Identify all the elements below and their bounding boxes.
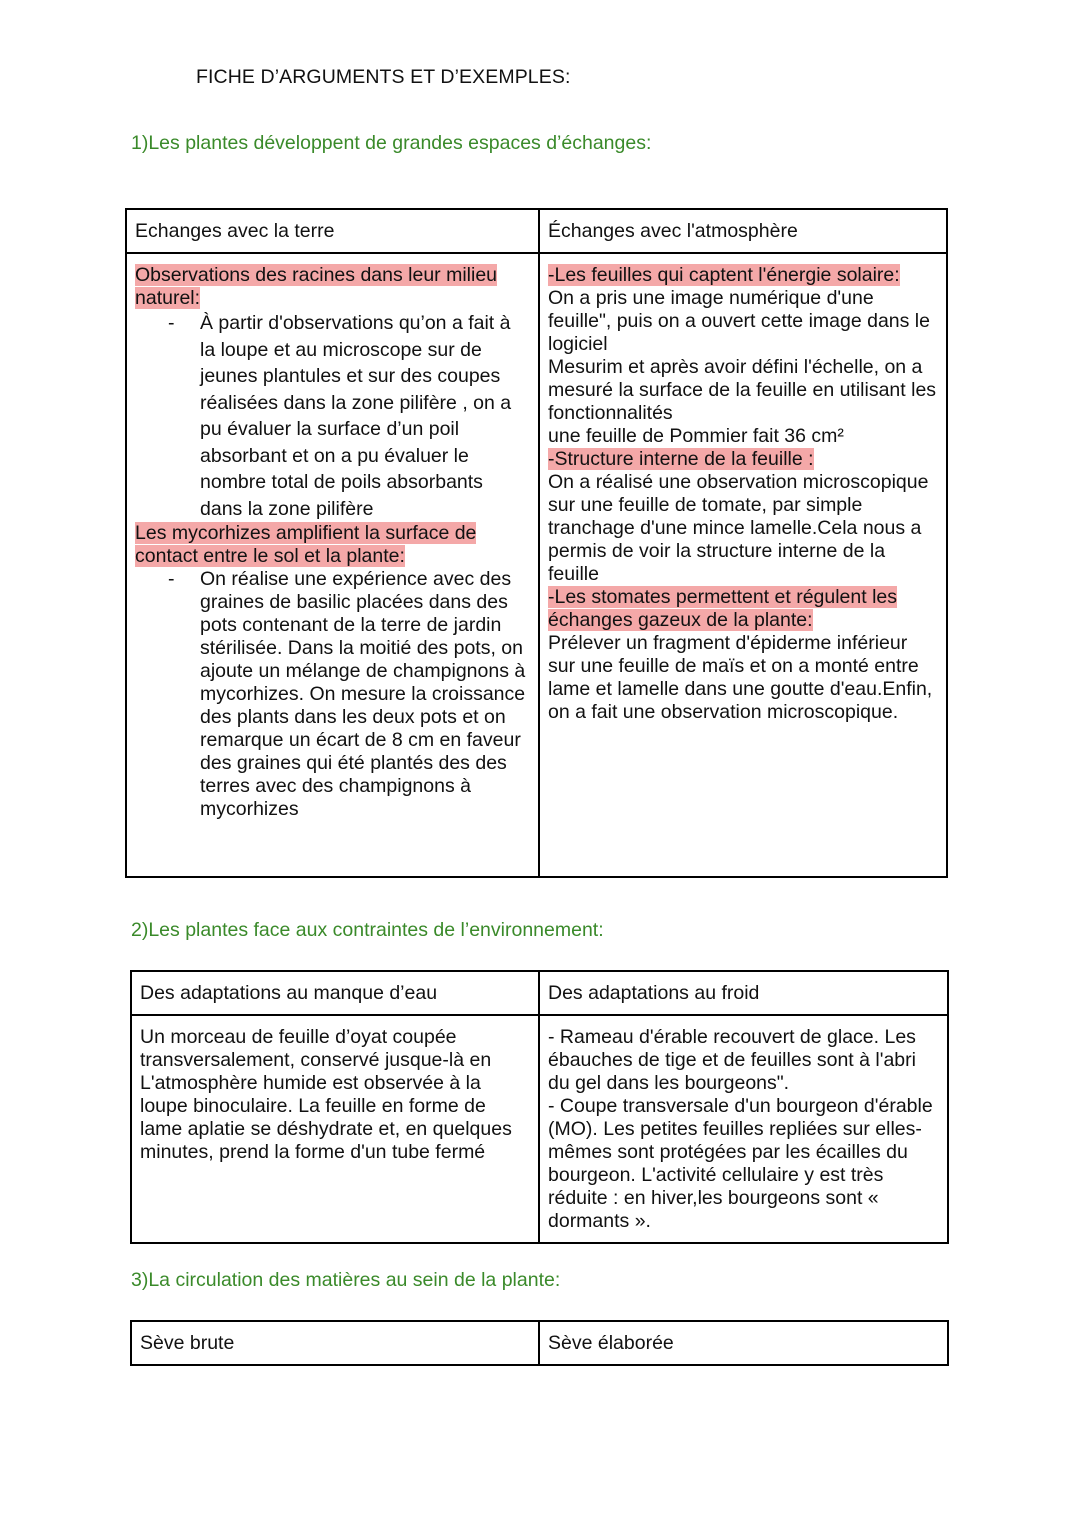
col-header-raw-sap: Sève brute <box>131 1321 539 1365</box>
section-3-heading: 3)La circulation des matières au sein de la plante: <box>131 1269 561 1291</box>
section-1-heading: 1)Les plantes développent de grandes espaces d’échanges: <box>131 132 652 154</box>
maple-bud-text: - Coupe transversale d'un bourgeon d'érable (MO). Les petites feuilles repliées sur elles-mêmes sont protégées par les écailles du bourgeon. L'activité cellulaire y est très réduite : en hiver,les bourgeons sont « dormants ». <box>548 1095 933 1232</box>
soil-exchanges-cell <box>126 253 539 877</box>
apple-leaf-surface-text: une feuille de Pommier fait 36 cm² <box>548 425 844 447</box>
col-header-cold: Des adaptations au froid <box>539 971 948 1015</box>
atmosphere-exchanges-cell <box>539 253 947 877</box>
col-header-soil-exchanges: Echanges avec la terre <box>126 209 539 253</box>
col-header-elaborated-sap: Sève élaborée <box>539 1321 948 1365</box>
leaf-image-text: On a pris une image numérique d'une feuille", puis on a ouvert cette image dans le logiciel <box>548 287 930 355</box>
tomato-leaf-text: sur une feuille de tomate, par simple tranchage d'une mince lamelle.Cela nous a permis de voir la structure interne de la feuille <box>548 494 922 585</box>
maple-branch-text: - Rameau d'érable recouvert de glace. Les ébauches de tige et de feuilles sont à l'abri du gel dans les bourgeons". <box>548 1026 916 1094</box>
mesurim-text: Mesurim et après avoir défini l'échelle, on a mesuré la surface de la feuille en utilisant les fonctionnalités <box>548 356 937 424</box>
list-item-root-hairs <box>135 310 529 522</box>
section-3-table <box>130 1320 949 1366</box>
col-header-atmosphere-exchanges: Échanges avec l'atmosphère <box>539 209 947 253</box>
highlight-stomata: -Les stomates permettent et régulent les échanges gazeux de la plante: <box>548 586 898 631</box>
section-1-table <box>125 208 948 878</box>
water-shortage-cell <box>131 1015 539 1243</box>
bullet-dash: - <box>168 312 175 334</box>
microscopic-observation-text: On a réalisé une observation microscopique <box>548 471 929 493</box>
oyat-leaf-text: Un morceau de feuille d’oyat coupée transversalement, conservé jusque-là en L'atmosphère humide est observée à la loupe binoculaire. La feuille en forme de lame aplatie se déshydrate et, en quelques minutes, prend la forme d'un tube fermé <box>140 1026 512 1163</box>
section-2-heading: 2)Les plantes face aux contraintes de l’environnement: <box>131 919 604 941</box>
highlight-leaf-structure: -Structure interne de la feuille : <box>548 448 814 470</box>
col-header-water-shortage: Des adaptations au manque d’eau <box>131 971 539 1015</box>
highlight-leaves-solar-energy: -Les feuilles qui captent l'énergie solaire: <box>548 264 900 286</box>
list-item-basil-experiment <box>135 568 529 821</box>
section-2-table <box>130 970 949 1244</box>
root-hairs-text: À partir d'observations qu’on a fait à la loupe et au microscope sur de jeunes plantules et sur des coupes réalisées dans la zone pilifère , on a pu évaluer la surface d’un poil absorbant et on a pu évaluer le nombre total de poils absorbants dans la zone pilifère <box>200 312 512 520</box>
highlight-mycorrhizae: Les mycorhizes amplifient la surface de contact entre le sol et la plante: <box>135 522 477 567</box>
highlight-roots-observation: Observations des racines dans leur milieu naturel: <box>135 264 498 309</box>
cold-adaptation-cell <box>539 1015 948 1243</box>
basil-experiment-text: On réalise une expérience avec des graines de basilic placées dans des pots contenant de la terre de jardin stérilisée. Dans la moitié des pots, on ajoute un mélange de champignons à mycorhizes. On mesure la croissance des plants dans les deux pots et on remarque un écart de 8 cm en faveur des graines qui été plantés des des terres avec des champignons à mycorhizes <box>200 568 526 820</box>
page-title: FICHE D’ARGUMENTS ET D’EXEMPLES: <box>196 66 571 88</box>
bullet-dash: - <box>168 568 175 590</box>
corn-epidermis-text: Prélever un fragment d'épiderme inférieur sur une feuille de maïs et on a monté entre lame et lamelle dans une goutte d'eau.Enfin, on a fait une observation microscopique. <box>548 632 933 723</box>
